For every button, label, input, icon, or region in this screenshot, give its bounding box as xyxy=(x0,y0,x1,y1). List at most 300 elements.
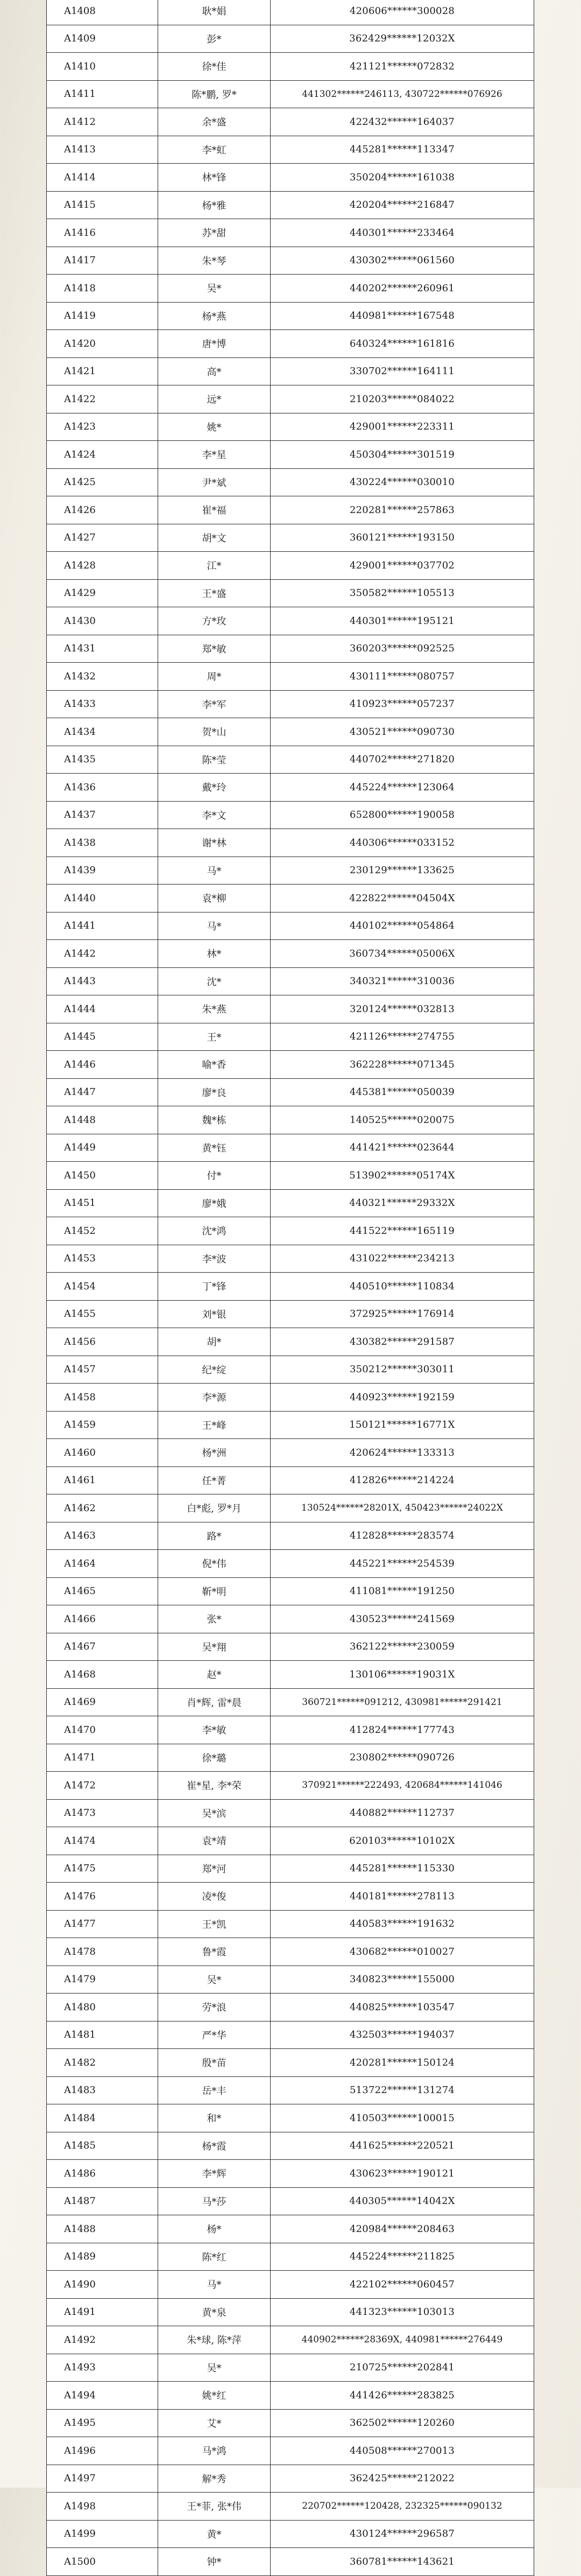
row-code-cell: A1431 xyxy=(47,635,158,663)
row-id-cell: 360203******092525 xyxy=(271,635,534,663)
row-code-cell: A1445 xyxy=(47,1023,158,1051)
row-id-cell: 340823******155000 xyxy=(271,1966,534,1994)
row-id-cell: 220702******120428, 232325******090132 xyxy=(271,2493,534,2521)
row-name-cell: 杨*燕 xyxy=(158,302,271,330)
table-row xyxy=(47,2298,534,2326)
row-id-cell: 440902******28369X, 440981******276449 xyxy=(271,2326,534,2354)
row-name-cell: 李*波 xyxy=(158,1245,271,1273)
row-name-cell: 钟* xyxy=(158,2548,271,2576)
row-code-cell: A1429 xyxy=(47,579,158,607)
row-code-cell: A1466 xyxy=(47,1605,158,1633)
row-id-cell: 440508******270013 xyxy=(271,2437,534,2465)
row-code-cell: A1482 xyxy=(47,2049,158,2077)
row-name-cell: 马*鸿 xyxy=(158,2437,271,2465)
row-id-cell: 130106******19031X xyxy=(271,1661,534,1689)
row-name-cell: 路* xyxy=(158,1522,271,1550)
table-row xyxy=(47,1273,534,1301)
row-code-cell: A1427 xyxy=(47,524,158,552)
table-row xyxy=(47,1994,534,2022)
row-name-cell: 吴* xyxy=(158,2354,271,2382)
row-name-cell: 纪*绽 xyxy=(158,1356,271,1384)
row-code-cell: A1425 xyxy=(47,468,158,496)
table-row xyxy=(47,2160,534,2188)
table-row xyxy=(47,1439,534,1467)
row-id-cell: 513722******131274 xyxy=(271,2076,534,2104)
table-row xyxy=(47,1051,534,1079)
row-id-cell: 440510******110834 xyxy=(271,1273,534,1301)
table-row xyxy=(47,1106,534,1134)
row-name-cell: 杨*雅 xyxy=(158,191,271,219)
row-code-cell: A1462 xyxy=(47,1494,158,1522)
row-code-cell: A1411 xyxy=(47,80,158,108)
table-row xyxy=(47,25,534,53)
row-code-cell: A1408 xyxy=(47,0,158,25)
row-code-cell: A1489 xyxy=(47,2243,158,2271)
row-name-cell: 林*锋 xyxy=(158,164,271,192)
row-id-cell: 360734******05006X xyxy=(271,940,534,968)
row-id-cell: 230802******090726 xyxy=(271,1744,534,1772)
row-id-cell: 362228******071345 xyxy=(271,1051,534,1079)
row-name-cell: 陈*红 xyxy=(158,2243,271,2271)
row-name-cell: 吴* xyxy=(158,1966,271,1994)
row-code-cell: A1442 xyxy=(47,940,158,968)
row-code-cell: A1491 xyxy=(47,2298,158,2326)
table-row xyxy=(47,496,534,524)
table-row xyxy=(47,53,534,81)
row-name-cell: 李*文 xyxy=(158,801,271,829)
row-id-cell: 350204******161038 xyxy=(271,164,534,192)
row-name-cell: 肖*辉, 雷*晨 xyxy=(158,1688,271,1716)
row-id-cell: 432503******194037 xyxy=(271,2021,534,2049)
row-code-cell: A1418 xyxy=(47,275,158,303)
table-row xyxy=(47,1716,534,1744)
row-name-cell: 胡*文 xyxy=(158,524,271,552)
table-row xyxy=(47,1633,534,1661)
row-code-cell: A1492 xyxy=(47,2326,158,2354)
row-id-cell: 412826******214224 xyxy=(271,1466,534,1494)
row-code-cell: A1464 xyxy=(47,1550,158,1578)
row-id-cell: 441323******103013 xyxy=(271,2298,534,2326)
row-id-cell: 430523******241569 xyxy=(271,1605,534,1633)
row-name-cell: 胡* xyxy=(158,1328,271,1356)
row-id-cell: 420606******300028 xyxy=(271,0,534,25)
table-row xyxy=(47,247,534,275)
row-name-cell: 彭* xyxy=(158,25,271,53)
table-row xyxy=(47,2465,534,2493)
row-code-cell: A1493 xyxy=(47,2354,158,2382)
table-row xyxy=(47,1217,534,1245)
row-name-cell: 朱*球, 陈*萍 xyxy=(158,2326,271,2354)
table-row xyxy=(47,2243,534,2271)
row-code-cell: A1479 xyxy=(47,1966,158,1994)
row-id-cell: 445381******050039 xyxy=(271,1078,534,1106)
row-code-cell: A1485 xyxy=(47,2132,158,2160)
table-row xyxy=(47,663,534,691)
row-code-cell: A1434 xyxy=(47,718,158,746)
table-row xyxy=(47,2049,534,2077)
row-code-cell: A1490 xyxy=(47,2271,158,2299)
row-code-cell: A1410 xyxy=(47,53,158,81)
row-name-cell: 魏*栋 xyxy=(158,1106,271,1134)
row-id-cell: 350212******303011 xyxy=(271,1356,534,1384)
row-code-cell: A1420 xyxy=(47,330,158,358)
row-name-cell: 李*军 xyxy=(158,690,271,718)
row-code-cell: A1457 xyxy=(47,1356,158,1384)
row-code-cell: A1416 xyxy=(47,219,158,247)
row-id-cell: 440882******112737 xyxy=(271,1799,534,1827)
row-name-cell: 唐*博 xyxy=(158,330,271,358)
table-row xyxy=(47,2021,534,2049)
row-code-cell: A1432 xyxy=(47,663,158,691)
row-name-cell: 苏*甜 xyxy=(158,219,271,247)
row-id-cell: 362429******12032X xyxy=(271,25,534,53)
row-name-cell: 耿*娟 xyxy=(158,0,271,25)
row-id-cell: 412828******283574 xyxy=(271,1522,534,1550)
row-id-cell: 445281******115330 xyxy=(271,1855,534,1883)
row-name-cell: 黄*泉 xyxy=(158,2298,271,2326)
row-code-cell: A1455 xyxy=(47,1300,158,1328)
row-name-cell: 吴*翔 xyxy=(158,1633,271,1661)
row-code-cell: A1459 xyxy=(47,1411,158,1439)
table-row xyxy=(47,1772,534,1800)
row-name-cell: 严*华 xyxy=(158,2021,271,2049)
table-row xyxy=(47,2215,534,2243)
row-id-cell: 350582******105513 xyxy=(271,579,534,607)
row-name-cell: 丁*锋 xyxy=(158,1273,271,1301)
table-row xyxy=(47,0,534,25)
table-row xyxy=(47,2187,534,2215)
table-row xyxy=(47,1300,534,1328)
row-code-cell: A1454 xyxy=(47,1273,158,1301)
row-name-cell: 王*菲, 张*伟 xyxy=(158,2493,271,2521)
row-id-cell: 430302******061560 xyxy=(271,247,534,275)
row-code-cell: A1447 xyxy=(47,1078,158,1106)
row-name-cell: 岳*丰 xyxy=(158,2076,271,2104)
row-name-cell: 陈*鹏, 罗* xyxy=(158,80,271,108)
table-row xyxy=(47,2354,534,2382)
row-id-cell: 220281******257863 xyxy=(271,496,534,524)
table-row xyxy=(47,1883,534,1911)
row-name-cell: 尹*斌 xyxy=(158,468,271,496)
row-code-cell: A1422 xyxy=(47,385,158,413)
row-code-cell: A1439 xyxy=(47,857,158,885)
row-code-cell: A1465 xyxy=(47,1577,158,1605)
row-code-cell: A1456 xyxy=(47,1328,158,1356)
table-row xyxy=(47,2326,534,2354)
row-id-cell: 445281******113347 xyxy=(271,136,534,164)
table-row xyxy=(47,1966,534,1994)
table-row xyxy=(47,579,534,607)
row-name-cell: 黄*钰 xyxy=(158,1134,271,1162)
row-name-cell: 任*菁 xyxy=(158,1466,271,1494)
table-row xyxy=(47,967,534,995)
row-name-cell: 喻*香 xyxy=(158,1051,271,1079)
row-code-cell: A1438 xyxy=(47,829,158,857)
row-code-cell: A1451 xyxy=(47,1189,158,1217)
row-id-cell: 210203******084022 xyxy=(271,385,534,413)
row-id-cell: 430623******190121 xyxy=(271,2160,534,2188)
row-id-cell: 440583******191632 xyxy=(271,1910,534,1938)
row-id-cell: 362122******230059 xyxy=(271,1633,534,1661)
row-name-cell: 鲁*霞 xyxy=(158,1938,271,1966)
row-id-cell: 640324******161816 xyxy=(271,330,534,358)
row-id-cell: 421126******274755 xyxy=(271,1023,534,1051)
table-row xyxy=(47,1356,534,1384)
table-row xyxy=(47,2076,534,2104)
table-row xyxy=(47,136,534,164)
row-id-cell: 440306******033152 xyxy=(271,829,534,857)
row-id-cell: 372925******176914 xyxy=(271,1300,534,1328)
row-name-cell: 谢*林 xyxy=(158,829,271,857)
table-row xyxy=(47,774,534,802)
table-row xyxy=(47,330,534,358)
row-id-cell: 420204******216847 xyxy=(271,191,534,219)
row-code-cell: A1409 xyxy=(47,25,158,53)
table-row xyxy=(47,635,534,663)
row-code-cell: A1426 xyxy=(47,496,158,524)
row-id-cell: 440923******192159 xyxy=(271,1384,534,1412)
row-name-cell: 周* xyxy=(158,663,271,691)
row-code-cell: A1472 xyxy=(47,1772,158,1800)
row-id-cell: 430382******291587 xyxy=(271,1328,534,1356)
row-name-cell: 王*凯 xyxy=(158,1910,271,1938)
row-id-cell: 513902******05174X xyxy=(271,1162,534,1190)
row-code-cell: A1421 xyxy=(47,357,158,385)
document-sheet xyxy=(46,0,534,2576)
row-name-cell: 李*敏 xyxy=(158,1716,271,1744)
row-id-cell: 440202******260961 xyxy=(271,275,534,303)
row-name-cell: 姚* xyxy=(158,413,271,441)
table-row xyxy=(47,690,534,718)
table-row xyxy=(47,2271,534,2299)
row-code-cell: A1436 xyxy=(47,774,158,802)
row-code-cell: A1484 xyxy=(47,2104,158,2132)
row-code-cell: A1441 xyxy=(47,912,158,940)
row-name-cell: 沈*鸿 xyxy=(158,1217,271,1245)
row-id-cell: 440702******271820 xyxy=(271,746,534,774)
row-id-cell: 411081******191250 xyxy=(271,1577,534,1605)
row-name-cell: 杨* xyxy=(158,2215,271,2243)
table-row xyxy=(47,524,534,552)
row-code-cell: A1467 xyxy=(47,1633,158,1661)
row-id-cell: 441625******220521 xyxy=(271,2132,534,2160)
row-id-cell: 445221******254539 xyxy=(271,1550,534,1578)
row-id-cell: 130524******28201X, 450423******24022X xyxy=(271,1494,534,1522)
row-name-cell: 李*星 xyxy=(158,441,271,469)
row-code-cell: A1449 xyxy=(47,1134,158,1162)
row-name-cell: 袁*柳 xyxy=(158,885,271,913)
row-name-cell: 徐*璐 xyxy=(158,1744,271,1772)
row-code-cell: A1496 xyxy=(47,2437,158,2465)
row-id-cell: 440825******103547 xyxy=(271,1994,534,2022)
table-row xyxy=(47,1605,534,1633)
table-row xyxy=(47,1245,534,1273)
row-name-cell: 解*秀 xyxy=(158,2465,271,2493)
row-code-cell: A1414 xyxy=(47,164,158,192)
table-row xyxy=(47,912,534,940)
table-row xyxy=(47,441,534,469)
row-code-cell: A1424 xyxy=(47,441,158,469)
table-row xyxy=(47,1466,534,1494)
row-id-cell: 420281******150124 xyxy=(271,2049,534,2077)
row-id-cell: 420984******208463 xyxy=(271,2215,534,2243)
row-code-cell: A1486 xyxy=(47,2160,158,2188)
row-name-cell: 廖*良 xyxy=(158,1078,271,1106)
row-id-cell: 410923******057237 xyxy=(271,690,534,718)
row-name-cell: 郑*河 xyxy=(158,1855,271,1883)
row-code-cell: A1494 xyxy=(47,2382,158,2410)
row-code-cell: A1433 xyxy=(47,690,158,718)
row-code-cell: A1450 xyxy=(47,1162,158,1190)
row-name-cell: 江* xyxy=(158,552,271,580)
row-id-cell: 140525******020075 xyxy=(271,1106,534,1134)
table-row xyxy=(47,191,534,219)
row-id-cell: 429001******223311 xyxy=(271,413,534,441)
row-code-cell: A1423 xyxy=(47,413,158,441)
row-code-cell: A1452 xyxy=(47,1217,158,1245)
row-name-cell: 袁*靖 xyxy=(158,1827,271,1855)
row-id-cell: 440301******233464 xyxy=(271,219,534,247)
row-id-cell: 360121******193150 xyxy=(271,524,534,552)
table-row xyxy=(47,1550,534,1578)
table-row xyxy=(47,1938,534,1966)
row-id-cell: 370921******222493, 420684******141046 xyxy=(271,1772,534,1800)
row-code-cell: A1443 xyxy=(47,967,158,995)
table-row xyxy=(47,1855,534,1883)
row-code-cell: A1497 xyxy=(47,2465,158,2493)
row-code-cell: A1483 xyxy=(47,2076,158,2104)
table-row xyxy=(47,2493,534,2521)
table-row xyxy=(47,885,534,913)
row-code-cell: A1460 xyxy=(47,1439,158,1467)
row-code-cell: A1415 xyxy=(47,191,158,219)
row-name-cell: 艾* xyxy=(158,2409,271,2437)
row-code-cell: A1488 xyxy=(47,2215,158,2243)
row-code-cell: A1480 xyxy=(47,1994,158,2022)
row-code-cell: A1468 xyxy=(47,1661,158,1689)
table-row xyxy=(47,1189,534,1217)
row-id-cell: 441421******023644 xyxy=(271,1134,534,1162)
row-name-cell: 廖*娥 xyxy=(158,1189,271,1217)
row-id-cell: 620103******10102X xyxy=(271,1827,534,1855)
row-id-cell: 445224******123064 xyxy=(271,774,534,802)
row-code-cell: A1428 xyxy=(47,552,158,580)
row-code-cell: A1495 xyxy=(47,2409,158,2437)
row-id-cell: 441426******283825 xyxy=(271,2382,534,2410)
row-name-cell: 方*玫 xyxy=(158,607,271,635)
table-row xyxy=(47,2548,534,2576)
row-code-cell: A1440 xyxy=(47,885,158,913)
row-name-cell: 王*峰 xyxy=(158,1411,271,1439)
row-id-cell: 340321******310036 xyxy=(271,967,534,995)
table-row xyxy=(47,1827,534,1855)
row-code-cell: A1481 xyxy=(47,2021,158,2049)
row-name-cell: 杨*洲 xyxy=(158,1439,271,1467)
row-id-cell: 362425******212022 xyxy=(271,2465,534,2493)
row-id-cell: 440981******167548 xyxy=(271,302,534,330)
table-row xyxy=(47,801,534,829)
row-id-cell: 440301******195121 xyxy=(271,607,534,635)
row-id-cell: 445224******211825 xyxy=(271,2243,534,2271)
row-code-cell: A1413 xyxy=(47,136,158,164)
row-id-cell: 360781******143621 xyxy=(271,2548,534,2576)
row-code-cell: A1473 xyxy=(47,1799,158,1827)
row-name-cell: 徐*佳 xyxy=(158,53,271,81)
row-code-cell: A1453 xyxy=(47,1245,158,1273)
row-id-cell: 422432******164037 xyxy=(271,108,534,136)
row-id-cell: 441302******246113, 430722******076926 xyxy=(271,80,534,108)
table-row xyxy=(47,2520,534,2548)
row-name-cell: 沈* xyxy=(158,967,271,995)
row-code-cell: A1419 xyxy=(47,302,158,330)
row-id-cell: 360721******091212, 430981******291421 xyxy=(271,1688,534,1716)
row-name-cell: 杨*霞 xyxy=(158,2132,271,2160)
row-name-cell: 刘*银 xyxy=(158,1300,271,1328)
row-code-cell: A1458 xyxy=(47,1384,158,1412)
row-code-cell: A1448 xyxy=(47,1106,158,1134)
table-row xyxy=(47,1910,534,1938)
table-row xyxy=(47,995,534,1023)
row-name-cell: 付* xyxy=(158,1162,271,1190)
row-id-cell: 652800******190058 xyxy=(271,801,534,829)
row-code-cell: A1437 xyxy=(47,801,158,829)
row-code-cell: A1412 xyxy=(47,108,158,136)
row-name-cell: 张* xyxy=(158,1605,271,1633)
row-code-cell: A1435 xyxy=(47,746,158,774)
row-id-cell: 441522******165119 xyxy=(271,1217,534,1245)
row-id-cell: 440181******278113 xyxy=(271,1883,534,1911)
row-name-cell: 白*彪, 罗*月 xyxy=(158,1494,271,1522)
row-id-cell: 429001******037702 xyxy=(271,552,534,580)
row-id-cell: 330702******164111 xyxy=(271,357,534,385)
row-id-cell: 430682******010027 xyxy=(271,1938,534,1966)
row-id-cell: 450304******301519 xyxy=(271,441,534,469)
row-name-cell: 王*盛 xyxy=(158,579,271,607)
table-row xyxy=(47,275,534,303)
row-name-cell: 贺*山 xyxy=(158,718,271,746)
table-row xyxy=(47,2409,534,2437)
record-table-body xyxy=(47,0,534,2575)
row-code-cell: A1463 xyxy=(47,1522,158,1550)
row-name-cell: 吴*滨 xyxy=(158,1799,271,1827)
row-code-cell: A1499 xyxy=(47,2520,158,2548)
row-name-cell: 靳*明 xyxy=(158,1577,271,1605)
table-row xyxy=(47,718,534,746)
table-row xyxy=(47,357,534,385)
table-row xyxy=(47,1411,534,1439)
row-name-cell: 朱*燕 xyxy=(158,995,271,1023)
row-name-cell: 林* xyxy=(158,940,271,968)
row-code-cell: A1474 xyxy=(47,1827,158,1855)
row-id-cell: 410503******100015 xyxy=(271,2104,534,2132)
row-id-cell: 430224******030010 xyxy=(271,468,534,496)
record-table xyxy=(46,0,534,2576)
row-id-cell: 150121******16771X xyxy=(271,1411,534,1439)
row-code-cell: A1461 xyxy=(47,1466,158,1494)
row-id-cell: 412824******177743 xyxy=(271,1716,534,1744)
row-id-cell: 430111******080757 xyxy=(271,663,534,691)
row-id-cell: 420624******133313 xyxy=(271,1439,534,1467)
table-row xyxy=(47,1023,534,1051)
table-row xyxy=(47,2132,534,2160)
row-id-cell: 210725******202841 xyxy=(271,2354,534,2382)
row-code-cell: A1470 xyxy=(47,1716,158,1744)
row-id-cell: 422102******060457 xyxy=(271,2271,534,2299)
table-row xyxy=(47,219,534,247)
table-row xyxy=(47,302,534,330)
row-name-cell: 李*辉 xyxy=(158,2160,271,2188)
row-name-cell: 赵* xyxy=(158,1661,271,1689)
